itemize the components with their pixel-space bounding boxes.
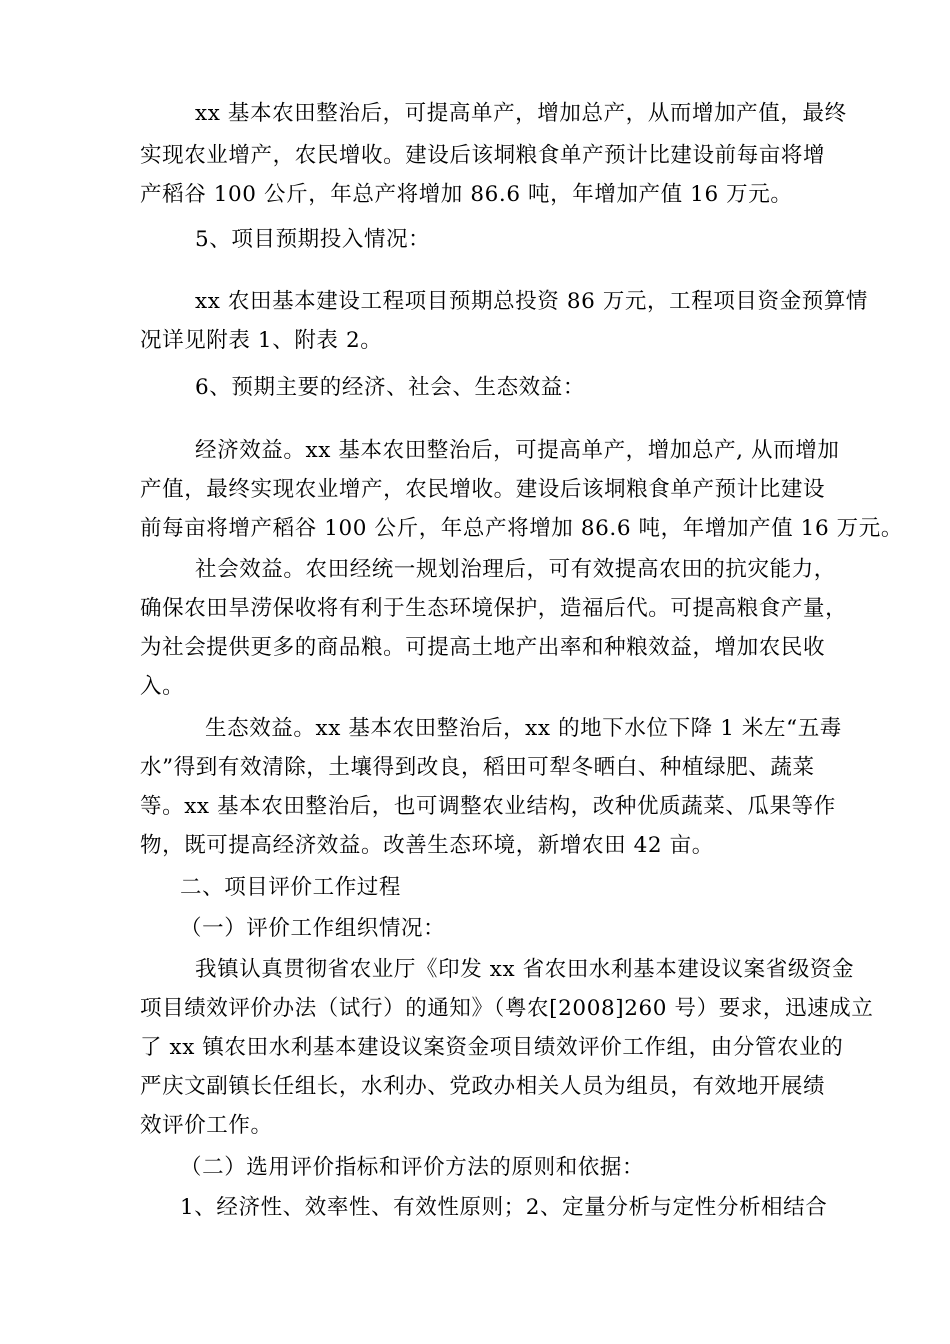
paragraph-1-line-3: 产稻谷 100 公斤，年总产将增加 86.6 吨，年增加产值 16 万元。 — [140, 182, 793, 207]
paragraph-4-line-2: 确保农田旱涝保收将有利于生态环境保护，造福后代。可提高粮食产量， — [140, 596, 848, 621]
subheading-2-2: （二）选用评价指标和评价方法的原则和依据： — [180, 1155, 645, 1180]
paragraph-5-line-2: 水”得到有效清除，土壤得到改良，稻田可犁冬晒白、种植绿肥、蔬菜 — [140, 755, 815, 780]
paragraph-3-line-1: 经济效益。xx 基本农田整治后，可提高单产，增加总产, 从而增加 — [195, 438, 840, 463]
paragraph-6-line-1: 我镇认真贯彻省农业厅《印发 xx 省农田水利基本建设议案省级资金 — [195, 957, 855, 982]
paragraph-6-line-3: 了 xx 镇农田水利基本建设议案资金项目绩效评价工作组，由分管农业的 — [140, 1035, 844, 1060]
paragraph-4-line-3: 为社会提供更多的商品粮。可提高土地产出率和种粮效益，增加农民收 — [140, 635, 826, 660]
paragraph-5-line-3: 等。xx 基本农田整治后，也可调整农业结构，改种优质蔬菜、瓜果等作 — [140, 794, 836, 819]
paragraph-6-line-5: 效评价工作。 — [140, 1113, 273, 1138]
paragraph-3-line-2: 产值，最终实现农业增产，农民增收。建设后该垌粮食单产预计比建设 — [140, 477, 826, 502]
paragraph-4-line-4: 入。 — [140, 674, 185, 699]
heading-6: 6、预期主要的经济、社会、生态效益： — [195, 375, 585, 400]
paragraph-5-line-1: 生态效益。xx 基本农田整治后，xx 的地下水位下降 1 米左“五毒 — [205, 716, 842, 741]
paragraph-3-line-3: 前每亩将增产稻谷 100 公斤，年总产将增加 86.6 吨，年增加产值 16 万元。 — [140, 516, 903, 541]
subheading-2-1: （一）评价工作组织情况： — [180, 916, 446, 941]
paragraph-1-line-1: xx 基本农田整治后，可提高单产，增加总产，从而增加产值，最终 — [195, 101, 847, 126]
paragraph-5-line-4: 物，既可提高经济效益。改善生态环境，新增农田 42 亩。 — [140, 833, 714, 858]
paragraph-6-line-4: 严庆文副镇长任组长，水利办、党政办相关人员为组员，有效地开展绩 — [140, 1074, 826, 1099]
paragraph-2-line-2: 况详见附表 1、附表 2。 — [140, 328, 383, 353]
paragraph-2-line-1: xx 农田基本建设工程项目预期总投资 86 万元，工程项目资金预算情 — [195, 289, 869, 314]
heading-5: 5、项目预期投入情况： — [195, 227, 431, 252]
paragraph-4-line-1: 社会效益。农田经统一规划治理后，可有效提高农田的抗灾能力， — [195, 557, 836, 582]
section-heading-2: 二、项目评价工作过程 — [180, 875, 402, 900]
paragraph-7-line-1: 1、经济性、效率性、有效性原则；2、定量分析与定性分析相结合 — [180, 1195, 828, 1220]
paragraph-1-line-2: 实现农业增产，农民增收。建设后该垌粮食单产预计比建设前每亩将增 — [140, 143, 826, 168]
paragraph-6-line-2: 项目绩效评价办法（试行）的通知》（粤农[2008]260 号）要求，迅速成立 — [140, 996, 874, 1021]
